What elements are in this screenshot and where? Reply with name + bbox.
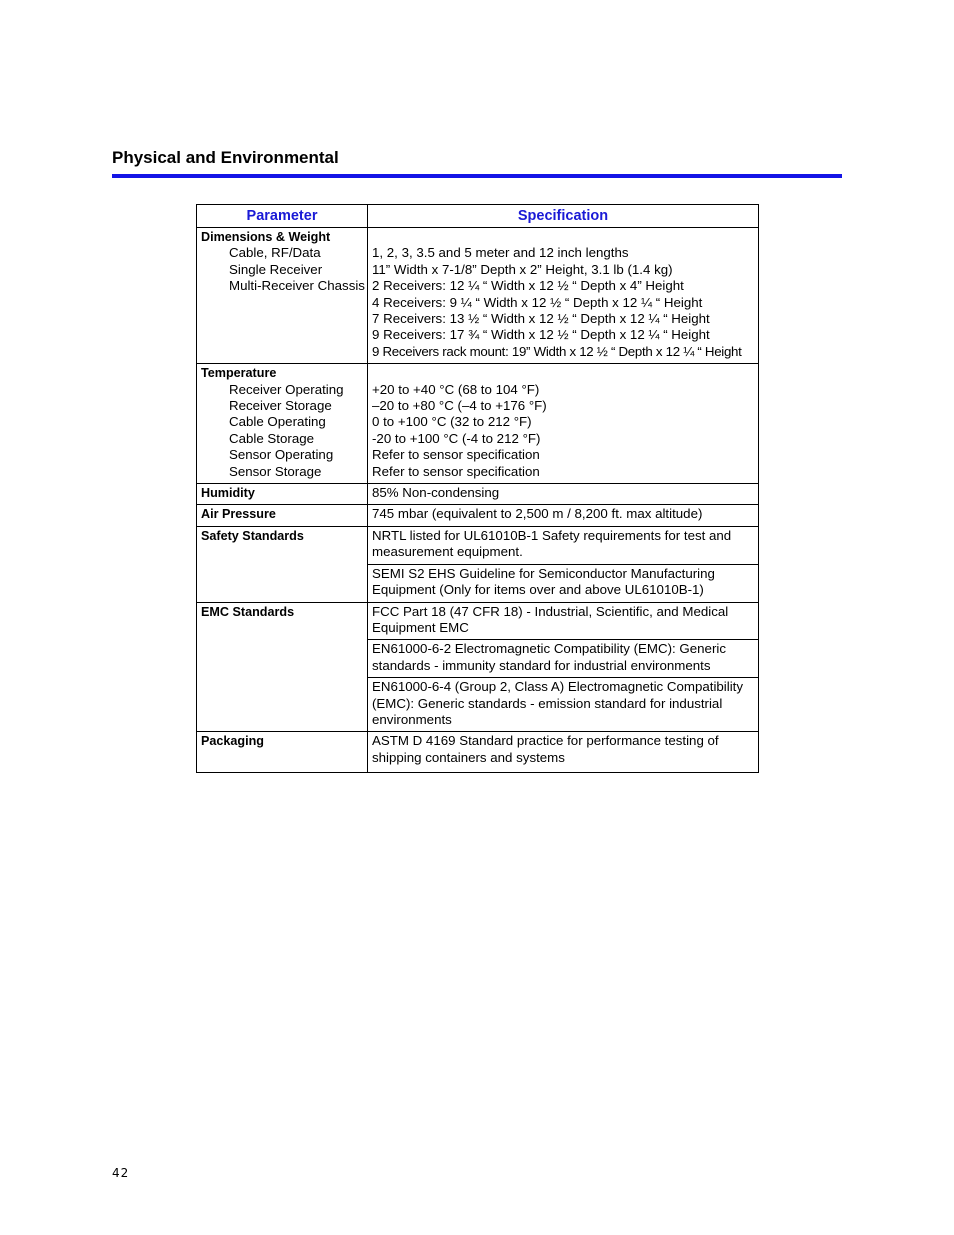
header-specification: Specification [368, 205, 759, 228]
param-item: Single Receiver [229, 261, 323, 277]
param-packaging [197, 732, 368, 773]
spec-emc [368, 678, 759, 732]
spec-safety [368, 526, 759, 564]
header-parameter: Parameter [197, 205, 368, 228]
spec-line: 9 Receivers: 17 ¾ “ Width x 12 ½ “ Depth x 12 ¼ “ Height [372, 327, 710, 343]
param-humidity [197, 484, 368, 505]
spec-humidity [368, 484, 759, 505]
spec-text: NRTL listed for UL61010B-1 Safety requirements for test and measurement equipment. [372, 527, 732, 560]
spec-temperature [368, 364, 759, 484]
section-title: Physical and Environmental [112, 148, 339, 167]
param-temperature [197, 364, 368, 484]
row-dimensions [197, 228, 759, 364]
param-air-pressure [197, 505, 368, 526]
spec-emc [368, 602, 759, 640]
spec-text: EN61000-6-4 (Group 2, Class A) Electromagnetic Compatibility (EMC): Generic standards - emission standard for industrial environments [372, 679, 743, 727]
spec-text: FCC Part 18 (47 CFR 18) - Industrial, Scientific, and Medical Equipment EMC [372, 603, 729, 635]
param-heading: Temperature [201, 366, 277, 381]
spec-line: 0 to +100 °C (32 to 212 °F) [372, 414, 532, 430]
table-header-row [197, 205, 759, 228]
spec-line: 9 Receivers rack mount: 19” Width x 12 ½ “ Depth x 12 ¼ “ Height [372, 343, 742, 359]
spec-text: SEMI S2 EHS Guideline for Semiconductor Manufacturing Equipment (Only for items over and above UL61010B-1) [372, 565, 715, 598]
param-item: Sensor Operating [229, 447, 334, 463]
spec-line: 7 Receivers: 13 ½ “ Width x 12 ½ “ Depth x 12 ¼ “ Height [372, 311, 710, 327]
spec-text: EN61000-6-2 Electromagnetic Compatibility (EMC): Generic standards - immunity standard for industrial environments [372, 641, 726, 673]
spec-table [196, 204, 759, 773]
param-heading: Dimensions & Weight [201, 230, 331, 244]
param-item: Cable Operating [229, 414, 326, 430]
spec-line: 2 Receivers: 12 ¼ “ Width x 12 ½ “ Depth x 4” Height [372, 278, 684, 294]
param-item: Receiver Storage [229, 398, 332, 414]
spec-safety [368, 564, 759, 602]
param-heading: Safety Standards [201, 528, 304, 543]
param-dimensions [197, 228, 368, 364]
row-emc [197, 602, 759, 640]
spec-packaging [368, 732, 759, 773]
param-safety [197, 526, 368, 602]
title-rule [112, 174, 842, 178]
row-safety [197, 526, 759, 564]
spec-line: –20 to +80 °C (–4 to +176 °F) [372, 398, 547, 414]
spec-line: Refer to sensor specification [372, 463, 540, 479]
param-item: Cable, RF/Data [229, 245, 321, 261]
spec-line: 1, 2, 3, 3.5 and 5 meter and 12 inch lengths [372, 245, 629, 261]
param-heading: Packaging [201, 734, 264, 749]
param-item: Sensor Storage [229, 463, 322, 479]
spec-air-pressure [368, 505, 759, 526]
param-emc [197, 602, 368, 732]
spec-line: Refer to sensor specification [372, 447, 540, 463]
spec-line: -20 to +100 °C (-4 to 212 °F) [372, 430, 541, 446]
param-item: Multi-Receiver Chassis [229, 278, 365, 294]
param-heading: Humidity [201, 486, 255, 501]
row-air-pressure [197, 505, 759, 526]
param-item: Receiver Operating [229, 381, 344, 397]
row-temperature [197, 364, 759, 484]
row-humidity [197, 484, 759, 505]
spec-line: 4 Receivers: 9 ¼ “ Width x 12 ½ “ Depth x 12 ¼ “ Height [372, 294, 703, 310]
spec-line: 85% Non-condensing [372, 485, 500, 501]
param-heading: EMC Standards [201, 604, 295, 619]
spec-line: 11” Width x 7-1/8” Depth x 2” Height, 3.1 lb (1.4 kg) [372, 261, 673, 277]
spec-emc [368, 640, 759, 678]
spec-line: +20 to +40 °C (68 to 104 °F) [372, 381, 540, 397]
param-heading: Air Pressure [201, 507, 276, 522]
spec-text: ASTM D 4169 Standard practice for performance testing of shipping containers and systems [372, 733, 719, 765]
spec-line: 745 mbar (equivalent to 2,500 m / 8,200 ft. max altitude) [372, 506, 703, 522]
spec-dimensions [368, 228, 759, 364]
page-number: 42 [112, 1166, 130, 1180]
row-packaging [197, 732, 759, 773]
param-item: Cable Storage [229, 430, 315, 446]
